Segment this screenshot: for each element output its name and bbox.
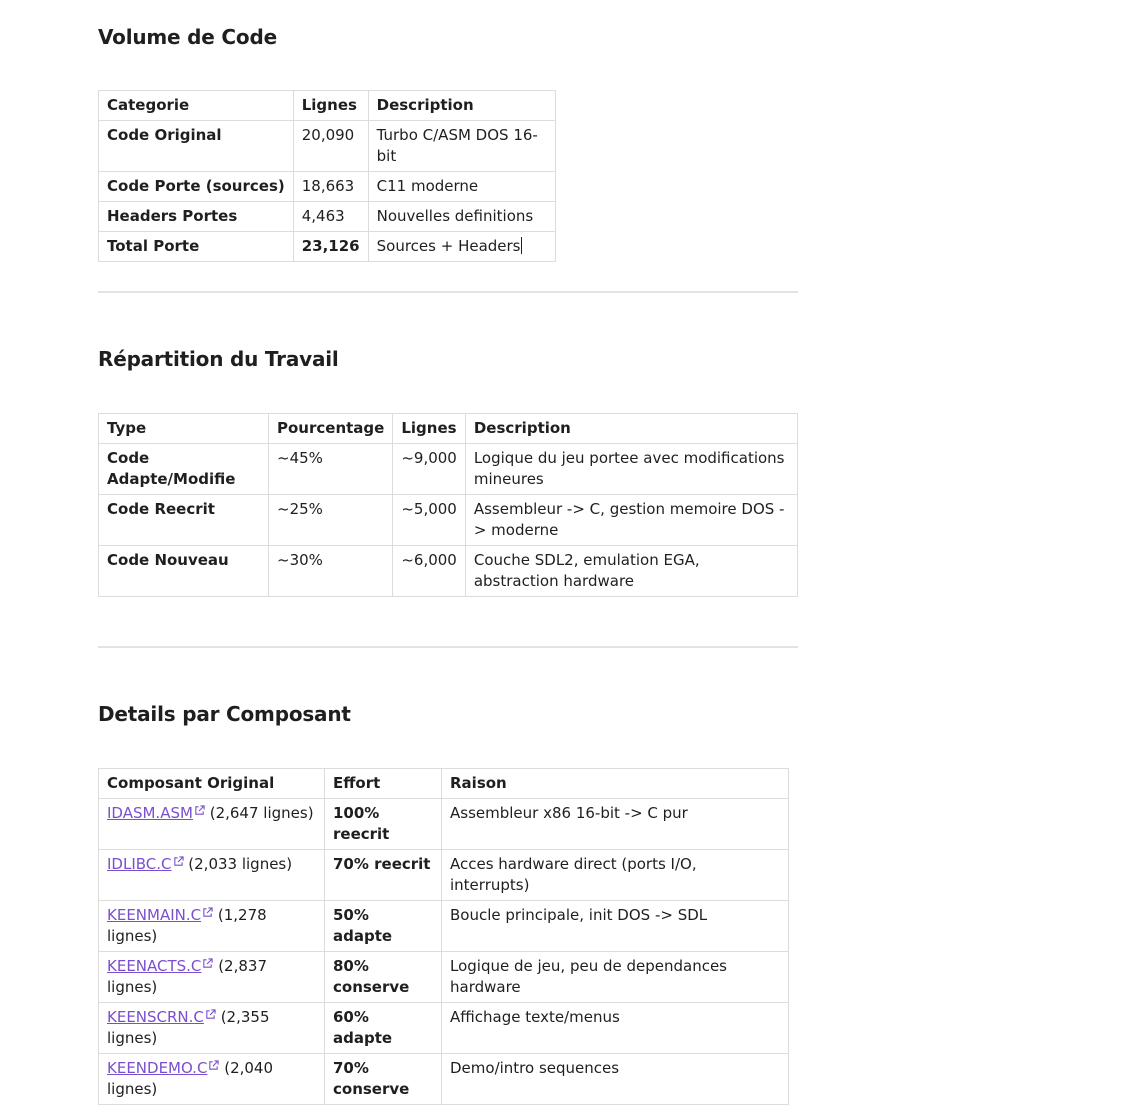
effort-cell: 70% reecrit xyxy=(325,850,442,901)
column-header: Effort xyxy=(325,769,442,799)
section-divider xyxy=(98,646,798,648)
column-header: Type xyxy=(99,414,269,444)
table-row xyxy=(99,495,798,546)
type-cell: Code Adapte/Modifie xyxy=(99,444,269,495)
table-row xyxy=(99,172,556,202)
table-row xyxy=(99,952,789,1003)
component-cell xyxy=(99,901,325,952)
reason-cell: Logique de jeu, peu de dependances hardware xyxy=(442,952,789,1003)
table-row xyxy=(99,1003,789,1054)
external-link-icon xyxy=(205,1009,216,1020)
table-row xyxy=(99,546,798,597)
section-divider xyxy=(98,291,798,293)
file-lines: (2,355 lignes) xyxy=(107,1008,270,1047)
effort-cell: 60% adapte xyxy=(325,1003,442,1054)
section-title-details: Details par Composant xyxy=(98,702,351,726)
lines-cell: 20,090 xyxy=(293,121,368,172)
column-header: Categorie xyxy=(99,91,294,121)
effort-cell: 50% adapte xyxy=(325,901,442,952)
component-cell xyxy=(99,952,325,1003)
percent-cell: ~45% xyxy=(269,444,393,495)
component-cell xyxy=(99,799,325,850)
table-row xyxy=(99,232,556,262)
volume-table xyxy=(98,90,556,262)
table-row xyxy=(99,901,789,952)
category-cell: Total Porte xyxy=(99,232,294,262)
column-header: Lignes xyxy=(293,91,368,121)
percent-cell: ~30% xyxy=(269,546,393,597)
lines-cell: ~6,000 xyxy=(393,546,466,597)
table-row xyxy=(99,202,556,232)
external-link-icon xyxy=(202,907,213,918)
column-header: Raison xyxy=(442,769,789,799)
column-header: Composant Original xyxy=(99,769,325,799)
column-header: Description xyxy=(368,91,555,121)
description-cell: Turbo C/ASM DOS 16-bit xyxy=(368,121,555,172)
reason-cell: Demo/intro sequences xyxy=(442,1054,789,1105)
text-cursor xyxy=(521,237,522,254)
type-cell: Code Nouveau xyxy=(99,546,269,597)
lines-cell: ~5,000 xyxy=(393,495,466,546)
component-cell xyxy=(99,850,325,901)
description-cell: Assembleur -> C, gestion memoire DOS -> moderne xyxy=(465,495,797,546)
file-link[interactable] xyxy=(107,957,213,975)
table-header-row xyxy=(99,91,556,121)
table-row xyxy=(99,121,556,172)
file-lines: (1,278 lignes) xyxy=(107,906,267,945)
effort-cell: 80% conserve xyxy=(325,952,442,1003)
category-cell: Code Porte (sources) xyxy=(99,172,294,202)
category-cell: Headers Portes xyxy=(99,202,294,232)
file-lines: (2,647 lignes) xyxy=(209,804,314,822)
file-name: KEENACTS.C xyxy=(107,957,202,975)
component-cell xyxy=(99,1054,325,1105)
lines-cell: 4,463 xyxy=(293,202,368,232)
file-name: KEENDEMO.C xyxy=(107,1059,208,1077)
table-row xyxy=(99,1054,789,1105)
external-link-icon xyxy=(208,1060,219,1071)
table-row xyxy=(99,850,789,901)
section-title-volume: Volume de Code xyxy=(98,25,277,49)
file-name: IDASM.ASM xyxy=(107,804,193,822)
file-link[interactable] xyxy=(107,804,205,822)
section-title-repartition: Répartition du Travail xyxy=(98,347,339,371)
table-row xyxy=(99,799,789,850)
file-link[interactable] xyxy=(107,1008,216,1026)
description-cell: C11 moderne xyxy=(368,172,555,202)
lines-cell: ~9,000 xyxy=(393,444,466,495)
reason-cell: Boucle principale, init DOS -> SDL xyxy=(442,901,789,952)
details-table xyxy=(98,768,789,1105)
lines-cell: 23,126 xyxy=(293,232,368,262)
percent-cell: ~25% xyxy=(269,495,393,546)
effort-cell: 70% conserve xyxy=(325,1054,442,1105)
component-cell xyxy=(99,1003,325,1054)
reason-cell: Affichage texte/menus xyxy=(442,1003,789,1054)
file-name: KEENSCRN.C xyxy=(107,1008,204,1026)
column-header: Pourcentage xyxy=(269,414,393,444)
description-cell: Logique du jeu portee avec modifications mineures xyxy=(465,444,797,495)
external-link-icon xyxy=(173,856,184,867)
external-link-icon xyxy=(194,805,205,816)
file-link[interactable] xyxy=(107,1059,219,1077)
file-lines: (2,040 lignes) xyxy=(107,1059,274,1098)
file-link[interactable] xyxy=(107,906,213,924)
file-link[interactable] xyxy=(107,855,184,873)
repartition-table xyxy=(98,413,798,597)
description-cell: Couche SDL2, emulation EGA, abstraction hardware xyxy=(465,546,797,597)
file-lines: (2,837 lignes) xyxy=(107,957,267,996)
type-cell: Code Reecrit xyxy=(99,495,269,546)
category-cell: Code Original xyxy=(99,121,294,172)
reason-cell: Assembleur x86 16-bit -> C pur xyxy=(442,799,789,850)
lines-cell: 18,663 xyxy=(293,172,368,202)
table-row xyxy=(99,444,798,495)
reason-cell: Acces hardware direct (ports I/O, interrupts) xyxy=(442,850,789,901)
description-cell[interactable] xyxy=(368,232,555,262)
description-text: Sources + Headers xyxy=(376,237,521,255)
file-name: KEENMAIN.C xyxy=(107,906,202,924)
external-link-icon xyxy=(202,958,213,969)
table-header-row xyxy=(99,414,798,444)
file-name: IDLIBC.C xyxy=(107,855,172,873)
column-header: Lignes xyxy=(393,414,466,444)
column-header: Description xyxy=(465,414,797,444)
table-header-row xyxy=(99,769,789,799)
description-cell: Nouvelles definitions xyxy=(368,202,555,232)
file-lines: (2,033 lignes) xyxy=(188,855,293,873)
effort-cell: 100% reecrit xyxy=(325,799,442,850)
